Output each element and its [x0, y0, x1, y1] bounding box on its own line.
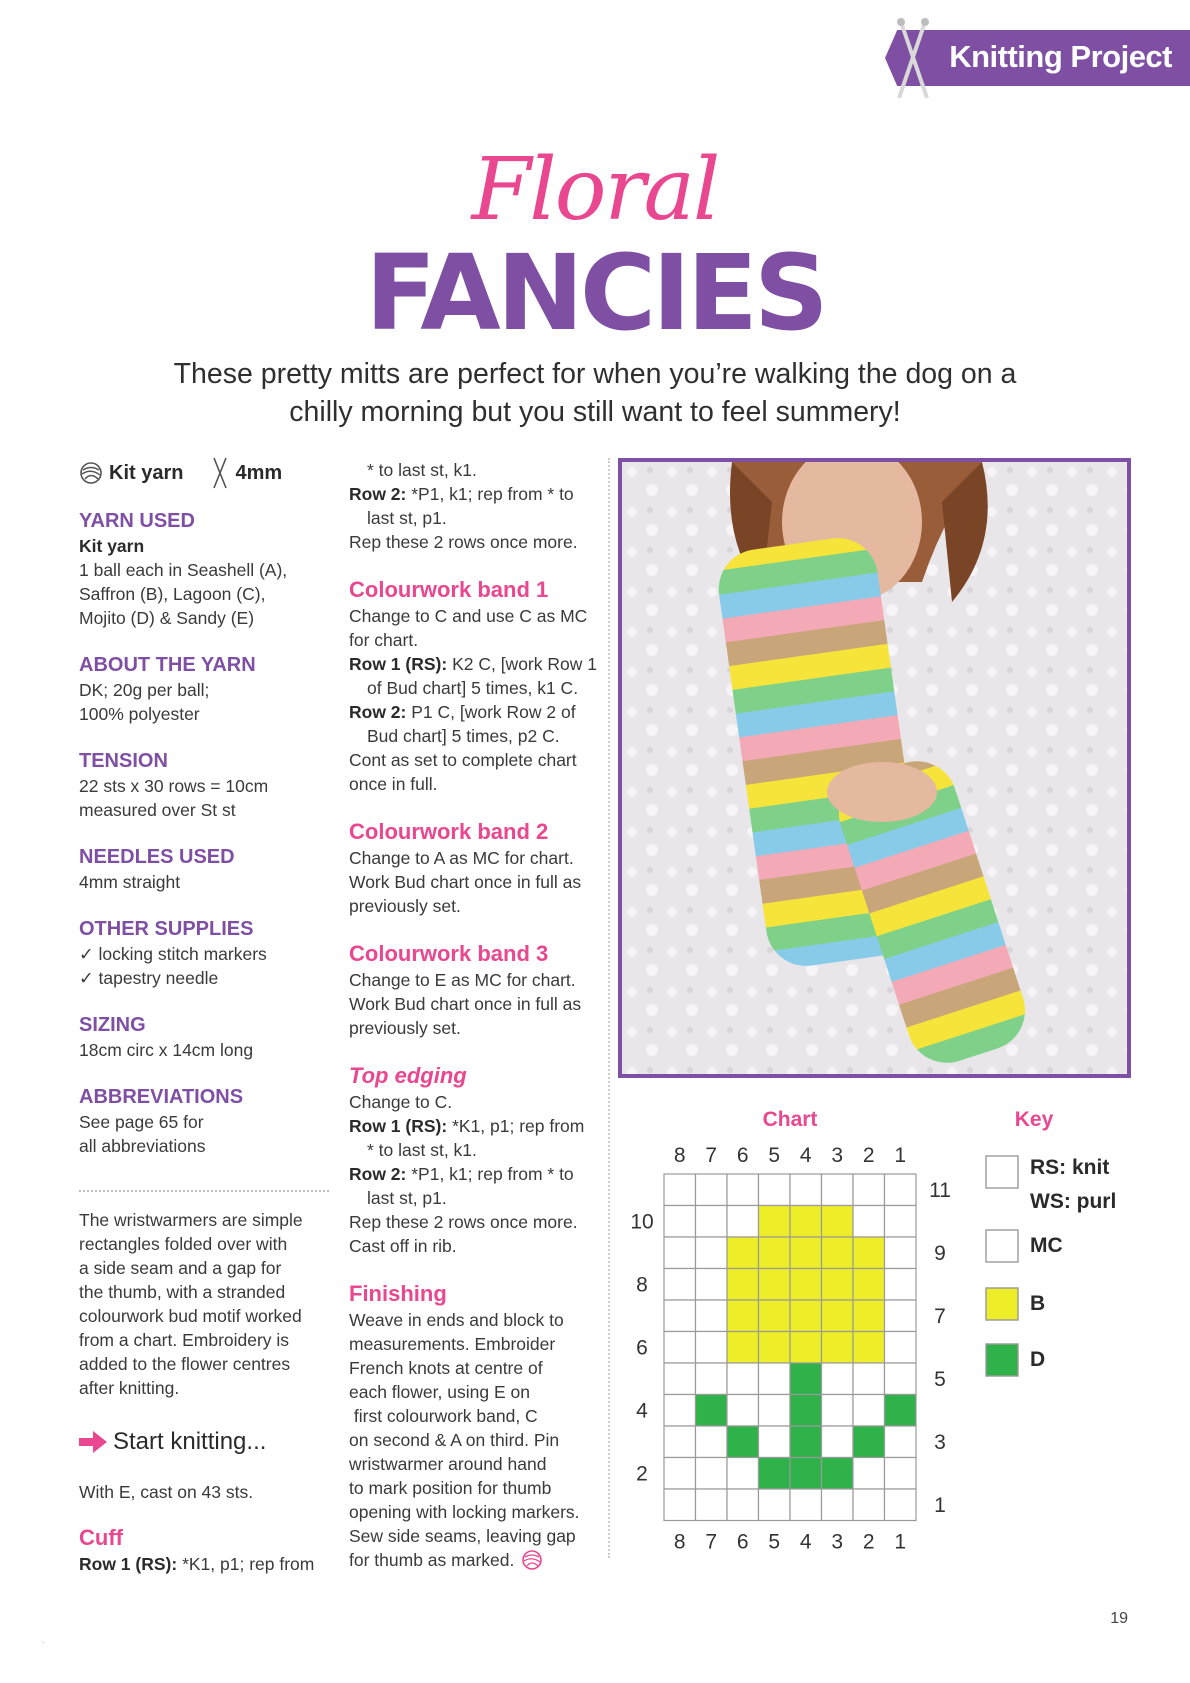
chart-cell	[790, 1395, 822, 1427]
specs-column	[79, 458, 329, 1576]
description-line: added to the flower centres	[79, 1354, 291, 1374]
band1-row1-cont: of Bud chart] 5 times, k1 C.	[367, 678, 579, 698]
band3-line: Work Bud chart once in full as	[349, 994, 582, 1014]
key-label: MC	[1030, 1234, 1063, 1257]
chart-cell	[822, 1395, 854, 1427]
chart-column-label: 5	[768, 1530, 781, 1554]
chart-cell	[822, 1489, 854, 1521]
key-title: Key	[1014, 1108, 1054, 1131]
spec-line: DK; 20g per ball;	[79, 680, 210, 700]
chart-cell	[664, 1363, 696, 1395]
chart-cell	[853, 1395, 885, 1427]
spec-line: 100% polyester	[79, 704, 200, 724]
chart-cell	[822, 1332, 854, 1364]
finishing-line: wristwarmer around hand	[349, 1454, 547, 1474]
chart-cell	[885, 1395, 917, 1427]
mitts-photo-illustration	[622, 462, 1127, 1074]
finishing-line: Sew side seams, leaving gap	[349, 1526, 576, 1546]
chart-row-label: 8	[636, 1273, 648, 1297]
chart-cell	[790, 1300, 822, 1332]
chart-column-label: 6	[736, 1144, 749, 1167]
chart-cell	[790, 1174, 822, 1206]
spec-heading: OTHER SUPPLIES	[79, 918, 254, 940]
chart-row-label: 10	[630, 1210, 654, 1234]
chart-cell	[696, 1489, 728, 1521]
band2-line: Work Bud chart once in full as	[349, 872, 582, 892]
spec-heading: ABBREVIATIONS	[79, 1086, 244, 1108]
start-label: Start knitting...	[113, 1428, 267, 1455]
cuff-row2: Row 2: *P1, k1; rep from * to	[349, 484, 574, 504]
top-edging-line: Rep these 2 rows once more.	[349, 1212, 578, 1232]
spec-heading: ABOUT THE YARN	[79, 654, 256, 676]
description-line: rectangles folded over with	[79, 1234, 288, 1254]
chart-cell	[853, 1300, 885, 1332]
chart-cell	[727, 1363, 759, 1395]
spec-line: all abbreviations	[79, 1136, 206, 1156]
chart-cell	[790, 1458, 822, 1490]
key-label: WS: purl	[1030, 1190, 1117, 1213]
chart-cell	[664, 1395, 696, 1427]
chart-cell	[853, 1174, 885, 1206]
chart-cell	[696, 1300, 728, 1332]
chart-row-label: 5	[934, 1367, 946, 1391]
chart-cell	[664, 1458, 696, 1490]
spec-line: See page 65 for	[79, 1112, 204, 1132]
top-edging-row1: Row 1 (RS): *K1, p1; rep from	[349, 1116, 585, 1136]
spec-yarn-used	[79, 508, 329, 630]
chart-cell	[696, 1206, 728, 1238]
chart-cell	[664, 1174, 696, 1206]
chart-cell	[822, 1426, 854, 1458]
chart-cell	[759, 1332, 791, 1364]
top-edging-line: Change to C.	[349, 1092, 453, 1112]
spec-line: 22 sts x 30 rows = 10cm	[79, 776, 269, 796]
spec-heading: TENSION	[79, 750, 168, 772]
divider	[79, 1190, 329, 1192]
chart-cell	[790, 1363, 822, 1395]
chart-title: Chart	[762, 1108, 818, 1131]
chart-cell	[759, 1395, 791, 1427]
chart-row-label: 1	[934, 1493, 946, 1517]
spec-line: ✓ tapestry needle	[79, 968, 219, 988]
chart-column-label: 8	[673, 1530, 686, 1554]
chart-cell	[790, 1332, 822, 1364]
chart-cell	[727, 1174, 759, 1206]
chart-cell	[727, 1206, 759, 1238]
chart-cell	[759, 1269, 791, 1301]
finishing-line: each flower, using E on	[349, 1382, 530, 1402]
finishing-line: Weave in ends and block to	[349, 1310, 564, 1330]
chart-cell	[885, 1174, 917, 1206]
finishing-line: to mark position for thumb	[349, 1478, 552, 1498]
chart-cell	[759, 1458, 791, 1490]
spec-needles	[79, 844, 329, 894]
chart-cell	[696, 1426, 728, 1458]
top-edging-row2: Row 2: *P1, k1; rep from * to	[349, 1164, 574, 1184]
chart-cell	[822, 1363, 854, 1395]
title-main: FANCIES	[365, 232, 825, 354]
band2-line: Change to A as MC for chart.	[349, 848, 574, 868]
chart-cell	[664, 1426, 696, 1458]
kit-row	[79, 458, 329, 488]
spec-line: 1 ball each in Seashell (A),	[79, 560, 288, 580]
chart-cell	[759, 1489, 791, 1521]
band1-row1: Row 1 (RS): K2 C, [work Row 1	[349, 654, 597, 674]
finishing-heading: Finishing	[349, 1281, 447, 1306]
chart-cell	[885, 1332, 917, 1364]
chart-cell	[727, 1237, 759, 1269]
chart-cell	[885, 1269, 917, 1301]
key-swatch	[986, 1344, 1018, 1376]
bud-chart	[618, 1098, 1138, 1578]
chart-cell	[790, 1237, 822, 1269]
chart-cell	[696, 1237, 728, 1269]
key-swatch	[986, 1156, 1018, 1188]
key-label: D	[1030, 1348, 1046, 1371]
chart-cell	[822, 1269, 854, 1301]
chart-column-label: 4	[799, 1530, 812, 1554]
chart-cell	[664, 1489, 696, 1521]
chart-cell	[727, 1426, 759, 1458]
spec-subheading: Kit yarn	[79, 536, 145, 556]
chart-cell	[790, 1206, 822, 1238]
chart-cell	[853, 1426, 885, 1458]
chart-cell	[885, 1300, 917, 1332]
chart-cell	[664, 1206, 696, 1238]
top-edging-heading: Top edging	[349, 1063, 467, 1088]
chart-column-label: 5	[768, 1144, 781, 1167]
description-line: from a chart. Embroidery is	[79, 1330, 290, 1350]
chart-column-label: 3	[831, 1144, 844, 1167]
chart-cell	[727, 1300, 759, 1332]
spec-line: Saffron (B), Lagoon (C),	[79, 584, 266, 604]
chart-cell	[727, 1395, 759, 1427]
project-photo	[618, 458, 1131, 1078]
start-knitting	[79, 1430, 329, 1454]
chart-cell	[822, 1237, 854, 1269]
knitting-needles-icon	[893, 18, 933, 102]
chart-column-label: 4	[799, 1144, 812, 1167]
key-swatch	[986, 1230, 1018, 1262]
chart-cell	[885, 1426, 917, 1458]
spec-heading: NEEDLES USED	[79, 846, 235, 868]
description-line: colourwork bud motif worked	[79, 1306, 302, 1326]
column-separator	[608, 458, 610, 1558]
spec-heading: SIZING	[79, 1014, 146, 1036]
chart-cell	[853, 1332, 885, 1364]
chart-row-label: 2	[636, 1462, 648, 1486]
chart-cell	[664, 1269, 696, 1301]
spec-line: 18cm circ x 14cm long	[79, 1040, 254, 1060]
chart-cell	[696, 1363, 728, 1395]
finishing-line: French knots at centre of	[349, 1358, 543, 1378]
chart-row-label: 4	[636, 1399, 648, 1423]
chart-cell	[727, 1332, 759, 1364]
chart-column-label: 1	[894, 1144, 907, 1167]
cuff-row1: Row 1 (RS): *K1, p1; rep from	[79, 1554, 315, 1574]
chart-cell	[696, 1174, 728, 1206]
chart-row-label: 6	[636, 1336, 648, 1360]
chart-cell	[853, 1206, 885, 1238]
chart-column-label: 3	[831, 1530, 844, 1554]
print-mark: .	[42, 1636, 45, 1645]
chart-cell	[853, 1237, 885, 1269]
needles-icon	[211, 456, 229, 490]
page-number: 19	[1110, 1610, 1128, 1627]
finishing-line: on second & A on third. Pin	[349, 1430, 560, 1450]
chart-row-label: 7	[934, 1304, 946, 1328]
yarn-ball-icon	[79, 461, 103, 485]
key-swatch	[986, 1288, 1018, 1320]
chart-cell	[664, 1332, 696, 1364]
spec-line: ✓ locking stitch markers	[79, 944, 267, 964]
band1-line: Cont as set to complete chart	[349, 750, 577, 770]
band1-heading: Colourwork band 1	[349, 577, 549, 602]
chart-cell	[885, 1458, 917, 1490]
chart-cell	[759, 1174, 791, 1206]
description-line: after knitting.	[79, 1378, 180, 1398]
cuff-heading: Cuff	[79, 1525, 123, 1550]
chart-cell	[885, 1206, 917, 1238]
chart-cell	[853, 1458, 885, 1490]
chart-cell	[759, 1300, 791, 1332]
chart-cell	[727, 1269, 759, 1301]
spec-tension	[79, 748, 329, 822]
band3-line: previously set.	[349, 1018, 461, 1038]
chart-cell	[696, 1395, 728, 1427]
chart-row-label: 11	[929, 1178, 951, 1202]
spec-line: measured over St st	[79, 800, 236, 820]
band1-line: Change to C and use C as MC	[349, 606, 588, 626]
chart-column-label: 2	[862, 1144, 875, 1167]
cuff-repeat: Rep these 2 rows once more.	[349, 532, 578, 552]
finishing-last-line: for thumb as marked.	[349, 1548, 599, 1572]
band3-line: Change to E as MC for chart.	[349, 970, 576, 990]
chart-column-label: 7	[705, 1144, 718, 1167]
chart-cell	[822, 1300, 854, 1332]
chart-cell	[822, 1458, 854, 1490]
chart-cell	[790, 1269, 822, 1301]
key-label: RS: knit	[1030, 1156, 1110, 1179]
arrow-right-icon	[79, 1431, 107, 1453]
chart-cell	[759, 1426, 791, 1458]
chart-cell	[727, 1458, 759, 1490]
chart-cell	[759, 1363, 791, 1395]
chart-cell	[696, 1458, 728, 1490]
chart-column-label: 6	[736, 1530, 749, 1554]
chart-cell	[727, 1489, 759, 1521]
chart-cell	[790, 1489, 822, 1521]
intro-text: These pretty mitts are perfect for when you’re walking the dog on a chilly morning but you still want to feel summery!	[173, 358, 1017, 428]
chart-column-label: 8	[673, 1144, 686, 1167]
spec-abbreviations	[79, 1084, 329, 1158]
spec-line: 4mm straight	[79, 872, 181, 892]
description-line: the thumb, with a stranded	[79, 1282, 286, 1302]
chart-cell	[822, 1174, 854, 1206]
needle-size-label: 4mm	[235, 462, 283, 484]
spec-about-yarn	[79, 652, 329, 726]
spec-supplies	[79, 916, 329, 990]
spec-line: Mojito (D) & Sandy (E)	[79, 608, 255, 628]
chart-cell	[885, 1363, 917, 1395]
bud-chart-section	[618, 1098, 1138, 1578]
cast-on-text: With E, cast on 43 sts.	[79, 1482, 254, 1502]
chart-cell	[853, 1269, 885, 1301]
chart-cell	[664, 1237, 696, 1269]
cuff-row1-cont: * to last st, k1.	[367, 460, 477, 480]
top-edging-line: Cast off in rib.	[349, 1236, 457, 1256]
chart-cell	[696, 1332, 728, 1364]
band1-line: for chart.	[349, 630, 419, 650]
band1-row2: Row 2: P1 C, [work Row 2 of	[349, 702, 576, 722]
chart-cell	[885, 1237, 917, 1269]
band3-heading: Colourwork band 3	[349, 941, 549, 966]
finishing-line: measurements. Embroider	[349, 1334, 556, 1354]
chart-column-label: 1	[894, 1530, 907, 1554]
yarn-ball-end-icon	[520, 1548, 544, 1572]
chart-cell	[759, 1206, 791, 1238]
kit-yarn-label: Kit yarn	[109, 462, 184, 484]
title-script: Floral	[471, 140, 719, 240]
finishing-line: first colourwork band, C	[349, 1406, 538, 1426]
description-line: The wristwarmers are simple	[79, 1210, 303, 1230]
spec-sizing	[79, 1012, 329, 1062]
section-banner	[885, 30, 1190, 86]
top-edging-row2-cont: last st, p1.	[367, 1188, 447, 1208]
chart-column-label: 2	[862, 1530, 875, 1554]
chart-cell	[853, 1363, 885, 1395]
chart-cell	[885, 1489, 917, 1521]
chart-cell	[822, 1206, 854, 1238]
description	[79, 1208, 329, 1400]
finishing-line: opening with locking markers.	[349, 1502, 580, 1522]
band1-row2-cont: Bud chart] 5 times, p2 C.	[367, 726, 560, 746]
chart-row-label: 3	[934, 1430, 946, 1454]
instructions-column	[349, 458, 599, 1572]
chart-cell	[696, 1269, 728, 1301]
chart-cell	[664, 1300, 696, 1332]
banner-label: Knitting Project	[949, 39, 1172, 74]
chart-cell	[790, 1426, 822, 1458]
chart-row-label: 9	[934, 1241, 946, 1265]
spec-heading: YARN USED	[79, 510, 195, 532]
chart-column-label: 7	[705, 1530, 718, 1554]
chart-cell	[759, 1237, 791, 1269]
description-line: a side seam and a gap for	[79, 1258, 282, 1278]
key-label: B	[1030, 1292, 1046, 1315]
cuff-row2-cont: last st, p1.	[367, 508, 447, 528]
band1-line: once in full.	[349, 774, 438, 794]
chart-cell	[853, 1489, 885, 1521]
band2-line: previously set.	[349, 896, 461, 916]
band2-heading: Colourwork band 2	[349, 819, 549, 844]
top-edging-row1-cont: * to last st, k1.	[367, 1140, 477, 1160]
